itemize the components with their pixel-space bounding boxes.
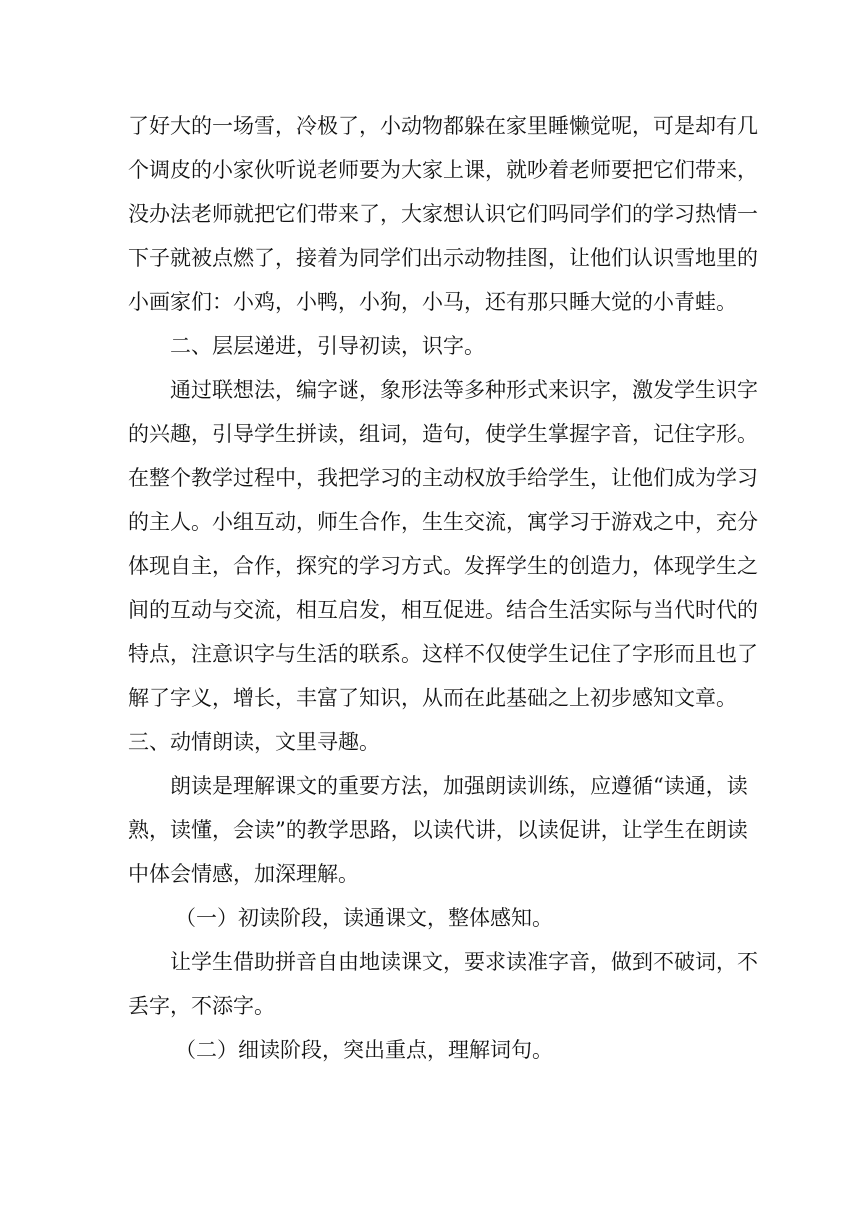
subsection-heading: （一）初读阶段，读通课文，整体感知。 [175, 906, 553, 930]
text-line: 通过联想法，编字谜，象形法等多种形式来识字，激发学生识字 [170, 378, 758, 402]
text-line: 特点，注意识字与生活的联系。这样不仅使学生记住了字形而且也了 [128, 642, 758, 666]
subsection-heading: （二）细读阶段，突出重点，理解词句。 [175, 1038, 553, 1062]
text-line: 在整个教学过程中，我把学习的主动权放手给学生，让他们成为学习 [128, 466, 758, 490]
text-line: 小画家们：小鸡，小鸭，小狗，小马，还有那只睡大觉的小青蛙。 [128, 290, 737, 314]
text-line: 中体会情感，加深理解。 [128, 862, 359, 886]
text-line: 朗读是理解课文的重要方法，加强朗读训练，应遵循“读通，读 [170, 774, 748, 798]
text-line: 了好大的一场雪，冷极了，小动物都躲在家里睡懒觉呢，可是却有几 [128, 114, 758, 138]
text-line: 间的互动与交流，相互启发，相互促进。结合生活实际与当代时代的 [128, 598, 758, 622]
section-heading: 三、动情朗读，文里寻趣。 [128, 730, 380, 754]
text-line: 个调皮的小家伙听说老师要为大家上课，就吵着老师要把它们带来， [128, 158, 758, 182]
text-line: 的主人。小组互动，师生合作，生生交流，寓学习于游戏之中，充分 [128, 510, 758, 534]
text-line: 丢字，不添字。 [128, 994, 275, 1018]
document-body [128, 104, 758, 1072]
text-line: 没办法老师就把它们带来了，大家想认识它们吗同学们的学习热情一 [128, 202, 758, 226]
text-line: 下子就被点燃了，接着为同学们出示动物挂图，让他们认识雪地里的 [128, 246, 758, 270]
text-line: 体现自主，合作，探究的学习方式。发挥学生的创造力，体现学生之 [128, 554, 758, 578]
text-line: 解了字义，增长，丰富了知识，从而在此基础之上初步感知文章。 [128, 686, 737, 710]
text-line: 熟，读懂，会读”的教学思路，以读代讲，以读促讲，让学生在朗读 [128, 818, 748, 842]
text-line: 的兴趣，引导学生拼读，组词，造句，使学生掌握字音，记住字形。 [128, 422, 758, 446]
section-heading: 二、层层递进，引导初读，识字。 [170, 334, 485, 358]
text-line: 让学生借助拼音自由地读课文，要求读准字音，做到不破词，不 [170, 950, 758, 974]
